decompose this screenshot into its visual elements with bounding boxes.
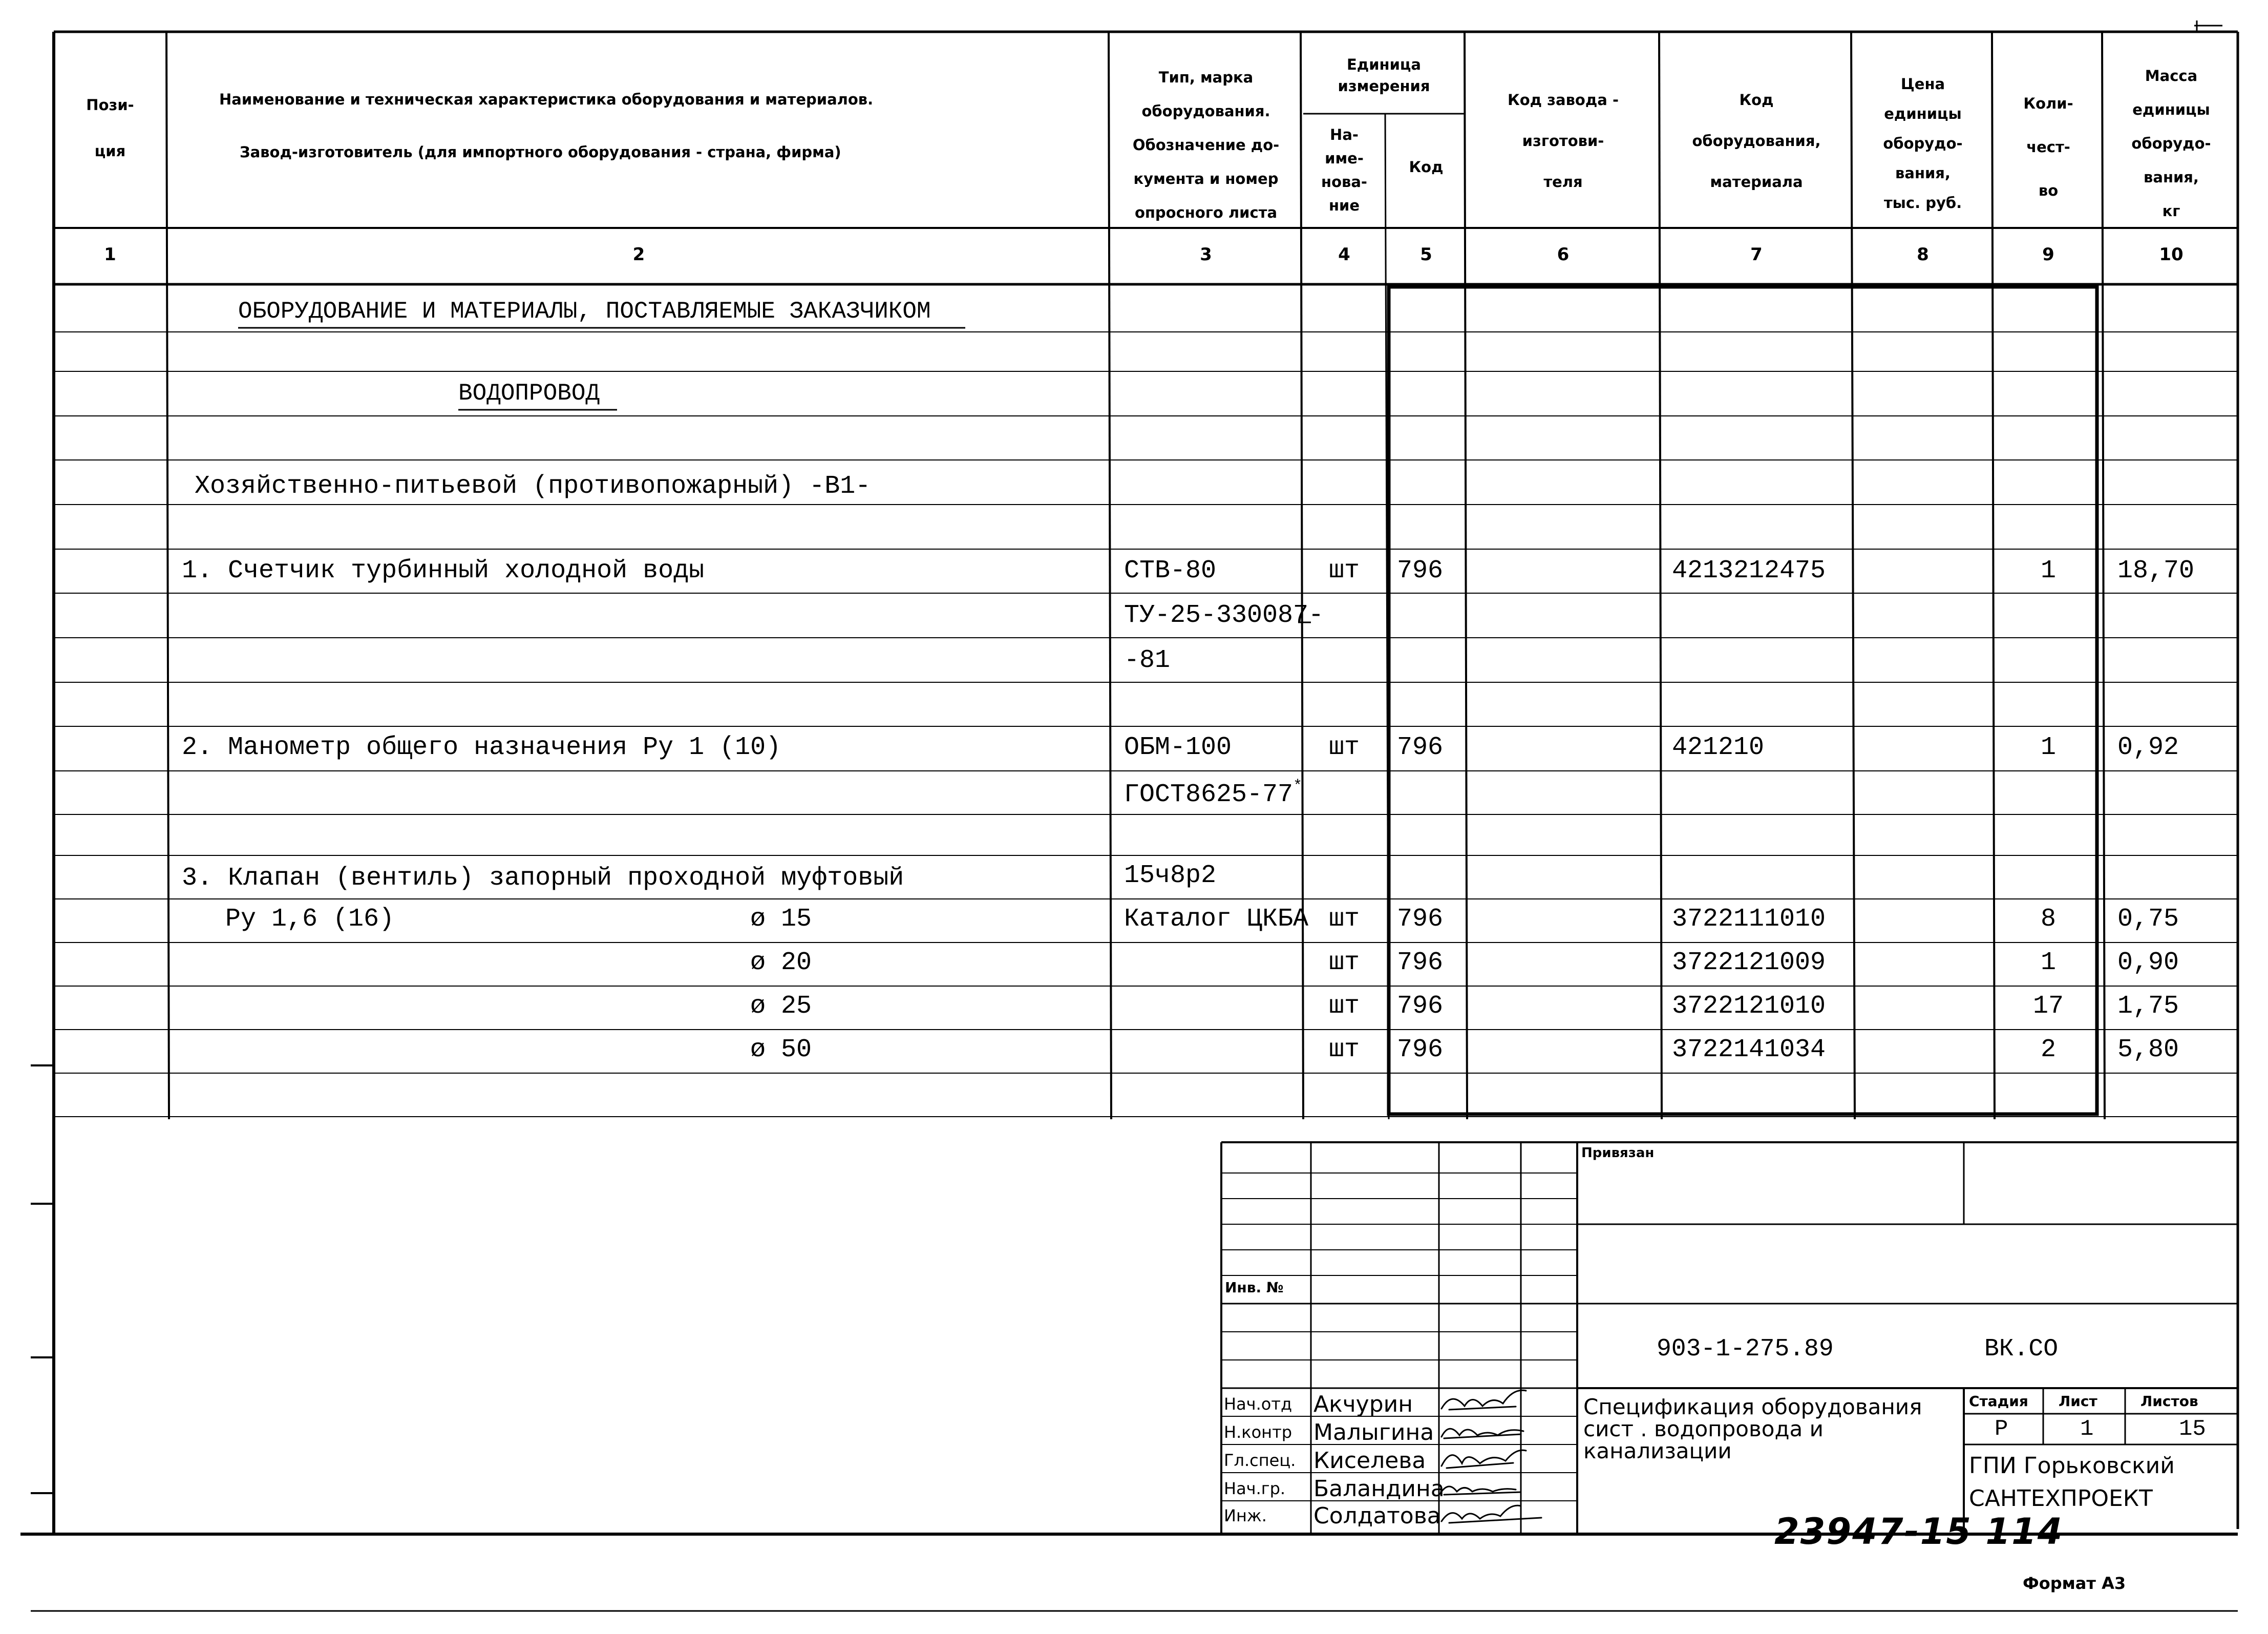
item-2-type: ОБМ-100 <box>1124 733 1232 762</box>
item-1-type-line3: -81 <box>1124 646 1171 675</box>
col-number-9: 9 <box>2042 244 2054 265</box>
header-factory-code: Код завода - изготови- теля <box>1508 91 1619 191</box>
item-3c-unit: шт <box>1328 992 1360 1021</box>
header-type: Тип, марка оборудования. Обозначение до- кумента и номер опросного листа <box>1132 69 1280 221</box>
item-3c-qty: 17 <box>2032 992 2064 1021</box>
item-2-mass: 0,92 <box>2117 733 2179 762</box>
item-1-name: 1. Счетчик турбинный холодной воды <box>182 556 705 585</box>
item-3b-mass: 0,90 <box>2117 948 2179 977</box>
stamp-name-2: Малыгина <box>1313 1419 1434 1446</box>
stamp-organization: ГПИ Горьковский САНТЕХПРОЕКТ <box>1969 1453 2175 1512</box>
item-3d-qty: 2 <box>2040 1035 2056 1064</box>
item-3b-dn: ø 20 <box>750 948 812 977</box>
stamp-inv-no: Инв. № <box>1225 1279 1284 1296</box>
col-number-1: 1 <box>104 244 116 265</box>
item-3a-dn: ø 15 <box>750 905 812 934</box>
item-3b-qty: 1 <box>2040 948 2056 977</box>
item-2-unit: шт <box>1328 733 1360 762</box>
header-name-line1: Наименование и техническая характеристика оборудования и материалов. <box>219 91 874 108</box>
item-3b-unit: шт <box>1328 948 1360 977</box>
header-unit-name: На- име- нова- ние <box>1321 126 1367 214</box>
header-name-line2: Завод-изготовитель (для импортного оборудования - страна, фирма) <box>240 143 841 161</box>
item-3c-dn: ø 25 <box>750 992 812 1021</box>
item-2-gost-asterisk: * <box>1293 778 1303 795</box>
col-number-3: 3 <box>1200 244 1212 265</box>
header-mass: Масса единицы оборудо- вания, кг <box>2131 67 2211 220</box>
item-1-qty: 1 <box>2040 556 2056 585</box>
item-3a-type: Каталог ЦКБА <box>1124 905 1309 934</box>
signature-5 <box>1442 1505 1541 1523</box>
item-3a-unit-code: 796 <box>1397 905 1444 934</box>
item-1-mass: 18,70 <box>2117 556 2195 585</box>
item-3c-unit-code: 796 <box>1397 992 1444 1021</box>
col-number-10: 10 <box>2159 244 2184 265</box>
stamp-role-5: Инж. <box>1224 1506 1267 1525</box>
header-unit-code: Код <box>1409 158 1444 176</box>
item-2-code: 421210 <box>1672 733 1765 762</box>
col-number-4: 4 <box>1338 244 1350 265</box>
item-3d-mass: 5,80 <box>2117 1035 2179 1064</box>
item-3c-code: 3722121010 <box>1672 992 1826 1021</box>
signature-3 <box>1442 1450 1526 1468</box>
header-quantity: Коли- чест- во <box>2023 95 2073 199</box>
header-position: Пози- ция <box>86 96 134 160</box>
header-price: Цена единицы оборудо- вания, тыс. руб. <box>1883 75 1963 212</box>
item-3d-unit: шт <box>1328 1035 1360 1064</box>
header-unit-group: Единица измерения <box>1338 56 1430 95</box>
stamp-role-1: Нач.отд <box>1224 1394 1292 1414</box>
item-3a-code: 3722111010 <box>1672 905 1826 934</box>
stamp-name-5: Солдатова <box>1313 1503 1441 1529</box>
item-3d-code: 3722141034 <box>1672 1035 1826 1064</box>
item-3a-qty: 8 <box>2040 905 2056 934</box>
item-1-unit: шт <box>1328 556 1360 585</box>
item-2-name: 2. Манометр общего назначения Ру 1 (10) <box>182 733 781 762</box>
item-2-gost: ГОСТ8625-77 <box>1124 780 1294 809</box>
stamp-doc-code: 903-1-275.89 <box>1657 1335 1834 1363</box>
format-label: Формат А3 <box>2023 1574 2126 1593</box>
header-equipment-code: Код оборудования, материала <box>1692 91 1821 191</box>
col-number-5: 5 <box>1420 244 1432 265</box>
item-2-qty: 1 <box>2040 733 2056 762</box>
item-3c-mass: 1,75 <box>2117 992 2179 1021</box>
item-3-name-line2: Ру 1,6 (16) <box>225 905 395 934</box>
stamp-name-3: Киселева <box>1313 1448 1426 1474</box>
stamp-sheet: 1 <box>2080 1416 2094 1442</box>
item-2-unit-code: 796 <box>1397 733 1444 762</box>
stamp-sheets-label: Листов <box>2140 1393 2198 1410</box>
section-title: ОБОРУДОВАНИЕ И МАТЕРИАЛЫ, ПОСТАВЛЯЕМЫЕ ЗАКАЗЧИКОМ <box>238 298 931 325</box>
stamp-name-1: Акчурин <box>1313 1391 1413 1417</box>
col-number-7: 7 <box>1750 244 1763 265</box>
stamp-role-4: Нач.гр. <box>1224 1479 1286 1498</box>
item-3b-code: 3722121009 <box>1672 948 1826 977</box>
stamp-title: Спецификация оборудования сист . водопровода и канализации <box>1583 1394 1922 1463</box>
stamp-role-2: Н.контр <box>1224 1422 1292 1442</box>
stamp-privyazan: Привязан <box>1581 1145 1655 1161</box>
item-1-unit-code: 796 <box>1397 556 1444 585</box>
item-3a-unit: шт <box>1328 905 1360 934</box>
stamp-sheets: 15 <box>2179 1416 2206 1442</box>
item-1-code: 4213212475 <box>1672 556 1826 585</box>
col-number-2: 2 <box>632 244 645 265</box>
stamp-stage-label: Стадия <box>1969 1393 2028 1410</box>
archive-number: 23947-15 114 <box>1774 1511 2064 1553</box>
system-title: Хозяйственно-питьевой (противопожарный) -В1- <box>195 472 871 501</box>
col-number-8: 8 <box>1917 244 1929 265</box>
item-1-type: СТВ-80 <box>1124 556 1217 585</box>
item-3-type: 15ч8р2 <box>1124 861 1217 890</box>
item-1-type-line2: ТУ-25-330087- <box>1124 601 1324 630</box>
stamp-sheet-label: Лист <box>2059 1393 2097 1410</box>
stamp-name-4: Баландина <box>1313 1476 1445 1502</box>
section-subtitle: ВОДОПРОВОД <box>458 380 600 407</box>
signature-2 <box>1442 1429 1523 1438</box>
stamp-stage: Р <box>1995 1416 2008 1442</box>
item-3d-dn: ø 50 <box>750 1035 812 1064</box>
item-3b-unit-code: 796 <box>1397 948 1444 977</box>
item-3-name: 3. Клапан (вентиль) запорный проходной муфтовый <box>182 864 904 893</box>
item-3a-mass: 0,75 <box>2117 905 2179 934</box>
signature-1 <box>1442 1390 1526 1410</box>
signature-4 <box>1442 1486 1521 1495</box>
stamp-doc-mark: ВК.СО <box>1984 1335 2059 1363</box>
stamp-role-3: Гл.спец. <box>1224 1451 1296 1470</box>
col-number-6: 6 <box>1557 244 1570 265</box>
item-3d-unit-code: 796 <box>1397 1035 1444 1064</box>
